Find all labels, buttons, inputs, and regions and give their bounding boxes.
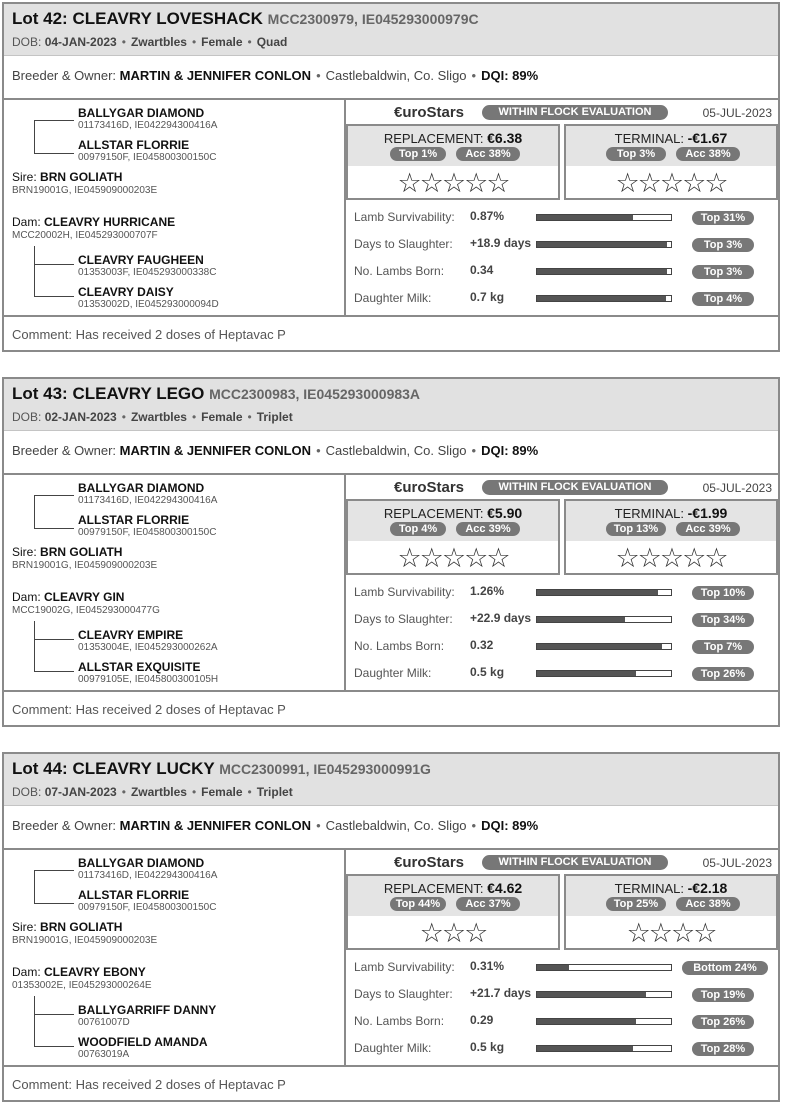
eurostars-logo: €uroStars: [394, 854, 465, 871]
star-icon: ☆: [464, 543, 487, 573]
trait-value: 0.5 kg: [470, 665, 505, 679]
breeder-line: Breeder & Owner: MARTIN & JENNIFER CONLON • Castlebaldwin, Co. Sligo • DQI: 89%: [12, 443, 539, 458]
terminal-label: TERMINAL: -€1.99: [614, 505, 728, 521]
replacement-acc-badge: Acc 39%: [456, 522, 520, 536]
trait-bar: [536, 643, 672, 650]
trait-bar-fill: [537, 242, 667, 247]
replacement-label: REPLACEMENT: €5.90: [383, 505, 523, 521]
lot-card: [2, 2, 780, 352]
sire-id: BRN19001G, IE045909000203E: [12, 185, 158, 196]
trait-value: +22.9 days: [470, 611, 532, 625]
star-icon: ☆: [615, 168, 638, 198]
trait-value: +21.7 days: [470, 986, 532, 1000]
dam-dam-name: ALLSTAR EXQUISITE: [78, 660, 201, 674]
replacement-acc-badge: Acc 38%: [456, 147, 520, 161]
eurostars-logo: €uroStars: [394, 479, 465, 496]
terminal-top-badge: Top 13%: [606, 522, 666, 536]
terminal-label: TERMINAL: -€1.67: [614, 130, 728, 146]
trait-bar: [536, 991, 672, 998]
star-icon: ☆: [704, 168, 727, 198]
trait-label: No. Lambs Born:: [354, 639, 445, 653]
trait-bar: [536, 616, 672, 623]
dam-id: 01353002E, IE045293000264E: [12, 980, 152, 991]
terminal-acc-badge: Acc 38%: [676, 147, 740, 161]
trait-bar: [536, 589, 672, 596]
trait-label: Lamb Survivability:: [354, 960, 455, 974]
dam-dam-name: CLEAVRY DAISY: [78, 285, 174, 299]
star-icon: ☆: [637, 168, 660, 198]
trait-rank-badge: Top 10%: [692, 586, 754, 600]
trait-value: 0.29: [470, 1013, 494, 1027]
replacement-star-rating: [348, 917, 558, 949]
trait-label: Lamb Survivability:: [354, 585, 455, 599]
star-icon: ☆: [671, 918, 694, 948]
terminal-top-badge: Top 25%: [606, 897, 666, 911]
eurostars-logo: €uroStars: [394, 104, 465, 121]
lot-title: Lot 43: CLEAVRY LEGO MCC2300983, IE045293000983A: [12, 384, 421, 403]
trait-bar-fill: [537, 1019, 636, 1024]
trait-bar-fill: [537, 644, 662, 649]
lot-ids: MCC2300979, IE045293000979C: [267, 11, 479, 27]
dam-name: Dam: CLEAVRY GIN: [12, 590, 125, 604]
eurostars-panel: [346, 475, 778, 690]
star-icon: ☆: [464, 918, 487, 948]
pedigree: [4, 100, 346, 315]
eurostars-panel: [346, 100, 778, 315]
lot-header: [4, 379, 778, 431]
trait-bar: [536, 670, 672, 677]
lot-card: [2, 752, 780, 1102]
star-icon: ☆: [419, 168, 442, 198]
dob-line: DOB: 04-JAN-2023 • Zwartbles • Female • Quad: [12, 35, 288, 49]
trait-rank-badge: Top 26%: [692, 1015, 754, 1029]
sire-sire-name: BALLYGAR DIAMOND: [78, 481, 205, 495]
dam-sire-id: 01353003F, IE045293000338C: [78, 267, 217, 278]
star-icon: ☆: [682, 168, 705, 198]
sire-dam-id: 00979150F, IE045800300150C: [78, 527, 217, 538]
lot-ids: MCC2300991, IE045293000991G: [219, 761, 431, 777]
star-icon: ☆: [419, 543, 442, 573]
trait-bar-fill: [537, 617, 625, 622]
replacement-acc-badge: Acc 37%: [456, 897, 520, 911]
evaluation-date: 05-JUL-2023: [702, 481, 772, 495]
star-icon: ☆: [419, 918, 442, 948]
evaluation-badge: WITHIN FLOCK EVALUATION: [482, 855, 668, 870]
star-icon: ☆: [626, 918, 649, 948]
dam-sire-name: BALLYGARRIFF DANNY: [78, 1003, 217, 1017]
replacement-star-rating: [348, 542, 558, 574]
pedigree: [4, 850, 346, 1065]
terminal-index: [564, 124, 778, 200]
star-icon: ☆: [397, 168, 420, 198]
replacement-label: REPLACEMENT: €6.38: [383, 130, 523, 146]
trait-bar: [536, 268, 672, 275]
dam-dam-id: 00763019A: [78, 1049, 130, 1060]
trait-rank-badge: Top 7%: [692, 640, 754, 654]
terminal-star-rating: [566, 542, 776, 574]
dam-sire-id: 00761007D: [78, 1017, 130, 1028]
sire-dam-id: 00979150F, IE045800300150C: [78, 152, 217, 163]
trait-label: No. Lambs Born:: [354, 1014, 445, 1028]
trait-label: Days to Slaughter:: [354, 987, 453, 1001]
trait-bar-fill: [537, 296, 666, 301]
trait-rank-badge: Top 3%: [692, 238, 754, 252]
trait-bar: [536, 1018, 672, 1025]
replacement-top-badge: Top 1%: [390, 147, 446, 161]
sire-sire-id: 01173416D, IE042294300416A: [78, 870, 218, 881]
dam-name: Dam: CLEAVRY EBONY: [12, 965, 146, 979]
star-icon: ☆: [441, 918, 465, 948]
trait-rank-badge: Top 34%: [692, 613, 754, 627]
sire-id: BRN19001G, IE045909000203E: [12, 560, 158, 571]
star-icon: ☆: [441, 543, 465, 573]
star-icon: ☆: [615, 543, 638, 573]
replacement-label: REPLACEMENT: €4.62: [383, 880, 523, 896]
replacement-index: [346, 499, 560, 575]
dob-line: DOB: 07-JAN-2023 • Zwartbles • Female • Triplet: [12, 785, 293, 799]
trait-rank-badge: Top 3%: [692, 265, 754, 279]
eurostars-panel: [346, 850, 778, 1065]
evaluation-date: 05-JUL-2023: [702, 856, 772, 870]
sire-sire-id: 01173416D, IE042294300416A: [78, 495, 218, 506]
star-icon: ☆: [693, 918, 716, 948]
trait-value: +18.9 days: [470, 236, 532, 250]
sire-dam-name: ALLSTAR FLORRIE: [78, 888, 190, 902]
trait-bar-fill: [537, 992, 646, 997]
star-icon: ☆: [441, 168, 465, 198]
trait-value: 0.32: [470, 638, 494, 652]
terminal-acc-badge: Acc 39%: [676, 522, 740, 536]
trait-bar-fill: [537, 215, 633, 220]
breeder-line: Breeder & Owner: MARTIN & JENNIFER CONLON • Castlebaldwin, Co. Sligo • DQI: 89%: [12, 818, 539, 833]
lot-header: [4, 4, 778, 56]
trait-label: Daughter Milk:: [354, 1041, 432, 1055]
lot-card: [2, 377, 780, 727]
evaluation-date: 05-JUL-2023: [702, 106, 772, 120]
lot-title: Lot 42: CLEAVRY LOVESHACK MCC2300979, IE045293000979C: [12, 9, 479, 28]
sire-sire-id: 01173416D, IE042294300416A: [78, 120, 218, 131]
sire-sire-name: BALLYGAR DIAMOND: [78, 106, 205, 120]
replacement-top-badge: Top 4%: [390, 522, 446, 536]
trait-bar-fill: [537, 1046, 633, 1051]
trait-value: 0.7 kg: [470, 290, 505, 304]
trait-label: Days to Slaughter:: [354, 237, 453, 251]
trait-value: 0.5 kg: [470, 1040, 505, 1054]
star-icon: ☆: [464, 168, 487, 198]
trait-label: No. Lambs Born:: [354, 264, 445, 278]
sire-id: BRN19001G, IE045909000203E: [12, 935, 158, 946]
star-icon: ☆: [659, 168, 683, 198]
comment: Comment: Has received 2 doses of Heptavac P: [4, 1065, 778, 1100]
replacement-index: [346, 874, 560, 950]
trait-bar-fill: [537, 965, 569, 970]
dam-sire-id: 01353004E, IE045293000262A: [78, 642, 218, 653]
trait-bar: [536, 1045, 672, 1052]
terminal-star-rating: [566, 167, 776, 199]
sire-name: Sire: BRN GOLIATH: [12, 545, 123, 559]
trait-label: Lamb Survivability:: [354, 210, 455, 224]
star-icon: ☆: [486, 543, 509, 573]
dob-line: DOB: 02-JAN-2023 • Zwartbles • Female • Triplet: [12, 410, 293, 424]
star-icon: ☆: [648, 918, 671, 948]
dam-sire-name: CLEAVRY FAUGHEEN: [78, 253, 204, 267]
trait-rank-badge: Bottom 24%: [682, 961, 768, 975]
trait-label: Daughter Milk:: [354, 291, 432, 305]
star-icon: ☆: [486, 168, 509, 198]
dam-dam-id: 01353002D, IE045293000094D: [78, 299, 219, 310]
trait-value: 0.31%: [470, 959, 505, 973]
lot-header: [4, 754, 778, 806]
trait-value: 0.34: [470, 263, 494, 277]
trait-rank-badge: Top 26%: [692, 667, 754, 681]
evaluation-badge: WITHIN FLOCK EVALUATION: [482, 480, 668, 495]
star-icon: ☆: [637, 543, 660, 573]
sire-dam-name: ALLSTAR FLORRIE: [78, 513, 190, 527]
dam-name: Dam: CLEAVRY HURRICANE: [12, 215, 176, 229]
terminal-top-badge: Top 3%: [606, 147, 666, 161]
trait-bar: [536, 295, 672, 302]
comment: Comment: Has received 2 doses of Heptavac P: [4, 690, 778, 725]
pedigree: [4, 475, 346, 690]
trait-bar: [536, 214, 672, 221]
trait-label: Days to Slaughter:: [354, 612, 453, 626]
star-icon: ☆: [659, 543, 683, 573]
trait-label: Daughter Milk:: [354, 666, 432, 680]
trait-value: 1.26%: [470, 584, 505, 598]
trait-bar-fill: [537, 590, 658, 595]
replacement-top-badge: Top 44%: [390, 897, 446, 911]
sire-dam-name: ALLSTAR FLORRIE: [78, 138, 190, 152]
trait-bar-fill: [537, 269, 667, 274]
trait-bar: [536, 964, 672, 971]
trait-rank-badge: Top 19%: [692, 988, 754, 1002]
lot-ids: MCC2300983, IE045293000983A: [209, 386, 421, 402]
evaluation-badge: WITHIN FLOCK EVALUATION: [482, 105, 668, 120]
sire-dam-id: 00979150F, IE045800300150C: [78, 902, 217, 913]
star-icon: ☆: [682, 543, 705, 573]
trait-rank-badge: Top 4%: [692, 292, 754, 306]
star-icon: ☆: [704, 543, 727, 573]
trait-bar-fill: [537, 671, 636, 676]
breeder-line: Breeder & Owner: MARTIN & JENNIFER CONLON • Castlebaldwin, Co. Sligo • DQI: 89%: [12, 68, 539, 83]
sire-name: Sire: BRN GOLIATH: [12, 920, 123, 934]
dam-sire-name: CLEAVRY EMPIRE: [78, 628, 184, 642]
dam-id: MCC19002G, IE045293000477G: [12, 605, 160, 616]
replacement-star-rating: [348, 167, 558, 199]
trait-rank-badge: Top 31%: [692, 211, 754, 225]
dam-id: MCC20002H, IE045293000707F: [12, 230, 158, 241]
sire-name: Sire: BRN GOLIATH: [12, 170, 123, 184]
replacement-index: [346, 124, 560, 200]
terminal-acc-badge: Acc 38%: [676, 897, 740, 911]
dam-dam-id: 00979105E, IE045800300105H: [78, 674, 219, 685]
terminal-star-rating: [566, 917, 776, 949]
terminal-index: [564, 874, 778, 950]
trait-value: 0.87%: [470, 209, 505, 223]
lot-title: Lot 44: CLEAVRY LUCKY MCC2300991, IE045293000991G: [12, 759, 431, 778]
sire-sire-name: BALLYGAR DIAMOND: [78, 856, 205, 870]
trait-bar: [536, 241, 672, 248]
trait-rank-badge: Top 28%: [692, 1042, 754, 1056]
comment: Comment: Has received 2 doses of Heptavac P: [4, 315, 778, 350]
terminal-label: TERMINAL: -€2.18: [614, 880, 728, 896]
dam-dam-name: WOODFIELD AMANDA: [78, 1035, 208, 1049]
star-icon: ☆: [397, 543, 420, 573]
terminal-index: [564, 499, 778, 575]
